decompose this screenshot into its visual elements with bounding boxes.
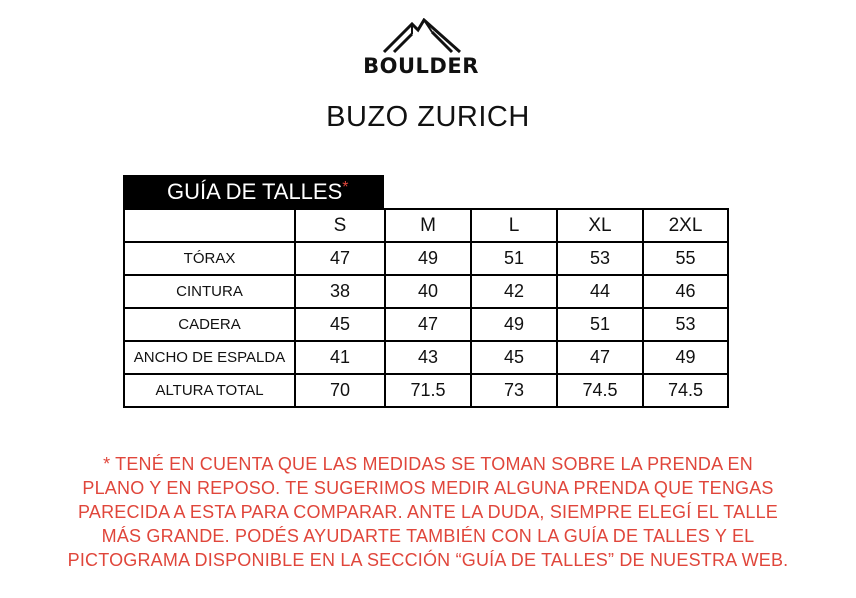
table-row [124, 242, 728, 275]
table-row [124, 275, 728, 308]
table-cell: 45 [295, 308, 385, 341]
table-cell: 53 [557, 242, 643, 275]
table-cell: 49 [471, 308, 557, 341]
brand-name: BOULDER [363, 54, 479, 78]
table-cell: 74.5 [557, 374, 643, 407]
table-cell: 47 [385, 308, 471, 341]
note-line: MÁS GRANDE. PODÉS AYUDARTE TAMBIÉN CON LA GUÍA DE TALLES Y EL [101, 526, 755, 546]
table-cell: 49 [385, 242, 471, 275]
size-header-row [124, 209, 728, 242]
table-cell: 41 [295, 341, 385, 374]
table-cell: 45 [471, 341, 557, 374]
table-cell: 47 [557, 341, 643, 374]
size-guide-title: GUÍA DE TALLES [167, 179, 343, 204]
note-line: PICTOGRAMA DISPONIBLE EN LA SECCIÓN “GUÍA DE TALLES” DE NUESTRA WEB. [67, 550, 789, 570]
row-label: CADERA [124, 308, 295, 341]
table-row [124, 374, 728, 407]
table-row [124, 308, 728, 341]
product-title: BUZO ZURICH [326, 101, 530, 133]
table-cell: 70 [295, 374, 385, 407]
table-cell: 51 [557, 308, 643, 341]
note-line: PARECIDA A ESTA PARA COMPARAR. ANTE LA DUDA, SIEMPRE ELEGÍ EL TALLE [78, 502, 778, 522]
size-guide-title-wrap [167, 175, 349, 209]
table-cell: 71.5 [385, 374, 471, 407]
table-cell: 53 [643, 308, 728, 341]
size-guide-header [123, 175, 384, 209]
table-cell: 51 [471, 242, 557, 275]
note-line: * TENÉ EN CUENTA QUE LAS MEDIDAS SE TOMAN SOBRE LA PRENDA EN [103, 454, 753, 474]
table-cell: 55 [643, 242, 728, 275]
note-line: PLANO Y EN REPOSO. TE SUGERIMOS MEDIR ALGUNA PRENDA QUE TENGAS [82, 478, 774, 498]
size-header-l: L [471, 209, 557, 242]
table-row [124, 341, 728, 374]
empty-header-cell [124, 209, 295, 242]
brand-logo [356, 14, 486, 84]
table-cell: 44 [557, 275, 643, 308]
measurement-note [40, 452, 816, 572]
table-cell: 73 [471, 374, 557, 407]
table-cell: 42 [471, 275, 557, 308]
table-cell: 38 [295, 275, 385, 308]
table-cell: 74.5 [643, 374, 728, 407]
size-header-2xl: 2XL [643, 209, 728, 242]
size-header-xl: XL [557, 209, 643, 242]
table-cell: 47 [295, 242, 385, 275]
size-header-s: S [295, 209, 385, 242]
row-label: ALTURA TOTAL [124, 374, 295, 407]
asterisk-mark: * [342, 179, 349, 196]
size-table [123, 208, 729, 408]
table-cell: 43 [385, 341, 471, 374]
row-label: TÓRAX [124, 242, 295, 275]
mountain-icon [382, 18, 462, 54]
table-cell: 40 [385, 275, 471, 308]
row-label: ANCHO DE ESPALDA [124, 341, 295, 374]
size-header-m: M [385, 209, 471, 242]
table-cell: 49 [643, 341, 728, 374]
row-label: CINTURA [124, 275, 295, 308]
table-cell: 46 [643, 275, 728, 308]
